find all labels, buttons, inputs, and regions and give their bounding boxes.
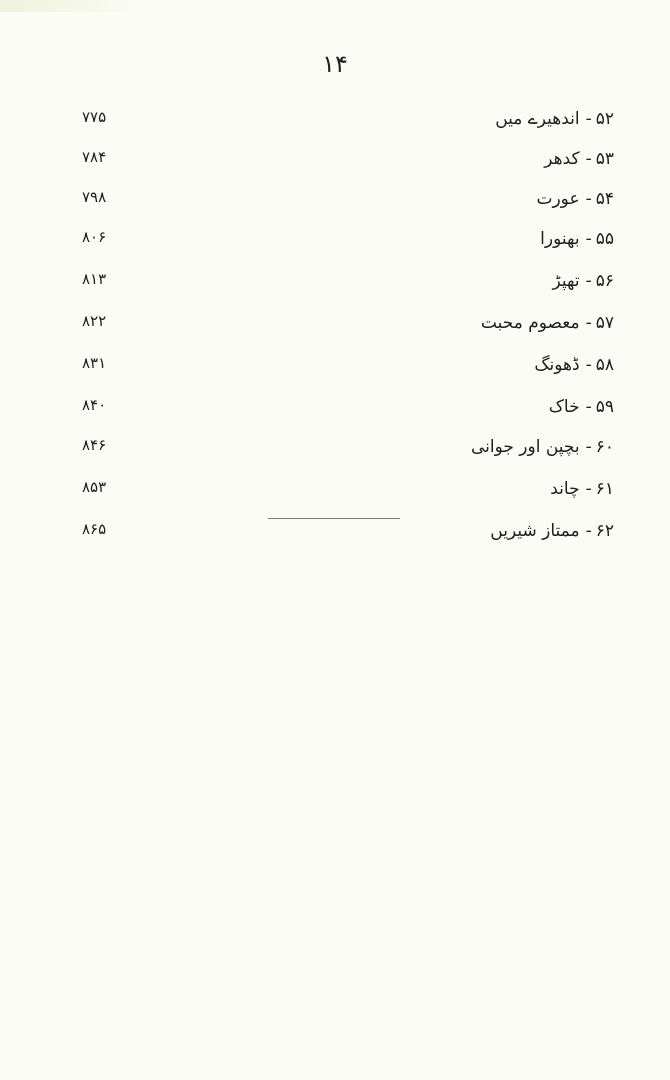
toc-entry [534,352,614,378]
entry-title: کدھر [544,149,580,169]
entry-number: ۵۹ [595,397,614,417]
entry-page-number: ۷۷۵ [82,108,107,126]
horizontal-rule [268,518,400,519]
entry-page-number: ۸۲۲ [82,312,107,330]
entry-separator: - [585,149,592,169]
entry-title: عورت [536,189,580,209]
toc-entry [549,394,614,420]
toc-entry [495,106,614,132]
toc-row [0,514,670,554]
entry-separator: - [585,397,592,417]
entry-separator: - [585,229,592,249]
entry-page-number: ۷۸۴ [82,148,107,166]
toc-entry [550,476,614,502]
toc-entry [540,226,614,252]
entry-title: ڈھونگ [534,355,580,375]
entry-title: خاک [548,397,580,417]
entry-page-number: ۸۰۶ [82,228,107,246]
toc-entry [471,434,614,460]
entry-separator: - [585,479,592,499]
toc-entry [553,268,614,294]
entry-title: چاند [550,479,580,499]
entry-number: ۶۰ [595,437,614,457]
toc-row [0,264,670,304]
entry-separator: - [585,189,592,209]
toc-row [0,222,670,262]
entry-page-number: ۸۵۳ [82,478,107,496]
entry-page-number: ۷۹۸ [82,188,107,206]
entry-title: ممتاز شیریں [490,521,580,541]
entry-number: ۵۴ [595,189,614,209]
entry-separator: - [585,437,592,457]
toc-row [0,306,670,346]
entry-page-number: ۸۱۳ [82,270,107,288]
entry-number: ۶۱ [595,479,614,499]
toc-row [0,348,670,388]
toc-row [0,102,670,142]
toc-row [0,390,670,430]
entry-separator: - [585,355,592,375]
toc-row [0,182,670,222]
entry-number: ۵۲ [595,109,614,129]
entry-title: بچپن اور جوانی [470,437,580,457]
entry-number: ۵۵ [595,229,614,249]
entry-number: ۵۸ [595,355,614,375]
toc-entry [481,310,614,336]
entry-title: تھپڑ [552,271,580,291]
toc-entry [544,146,614,172]
entry-title: اندھیرے میں [495,109,580,129]
paper-edge-stain [0,0,150,12]
entry-page-number: ۸۶۵ [82,520,107,538]
entry-page-number: ۸۴۶ [82,436,107,454]
toc-row [0,142,670,182]
entry-number: ۵۷ [595,313,614,333]
entry-number: ۵۶ [595,271,614,291]
toc-entry [490,518,614,544]
entry-page-number: ۸۳۱ [82,354,107,372]
page-number: ۱۴ [322,50,348,78]
entry-title: بھنورا [540,229,580,249]
entry-separator: - [585,521,592,541]
toc-entry [536,186,614,212]
entry-number: ۶۲ [595,521,614,541]
entry-separator: - [585,313,592,333]
entry-page-number: ۸۴۰ [82,396,107,414]
toc-row [0,430,670,470]
entry-number: ۵۳ [595,149,614,169]
entry-separator: - [585,271,592,291]
entry-separator: - [585,109,592,129]
toc-row [0,472,670,512]
entry-title: معصوم محبت [480,313,580,333]
